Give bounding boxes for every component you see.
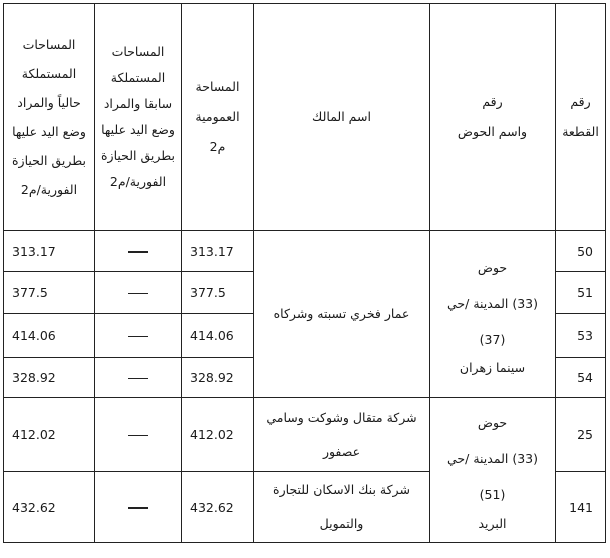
current-area-cell: 414.06 [4,314,95,358]
land-parcels-table [3,3,606,543]
total-area-cell: 313.17 [182,231,254,272]
total-area-cell: 412.02 [182,398,254,472]
basin-cell: حوض (33) المدينة /حي (37) سينما زهران [430,231,556,398]
current-area-cell: 432.62 [4,472,95,543]
dash-mark [128,435,148,436]
basin-cell: حوض (33) المدينة /حي (51) البريد [430,398,556,543]
header-area-previously-expropriated: المساحات المستملكة سابقا والمراد وضع اليد عليها بطريق الحيازة الفورية/م2 [95,4,182,231]
previous-area-cell [95,398,182,472]
dash-mark [128,378,148,379]
header-area-currently-expropriated: المساحات المستملكة حالياً والمراد وضع اليد عليها بطريق الحيازة الفورية/م2 [4,4,95,231]
previous-area-cell [95,272,182,314]
dash-mark [128,507,148,508]
plot-number-cell: 141 [556,472,606,543]
dash-mark [128,336,148,337]
header-total-area: المساحة العمومية م2 [182,4,254,231]
owner-name-cell: عمار فخري تسبته وشركاه [254,231,430,398]
current-area-cell: 313.17 [4,231,95,272]
land-table-container [3,3,605,553]
table-row [4,231,606,272]
previous-area-cell [95,358,182,398]
dash-mark [128,251,148,252]
plot-number-cell: 50 [556,231,606,272]
header-basin: رقم واسم الحوض [430,4,556,231]
total-area-cell: 328.92 [182,358,254,398]
total-area-cell: 432.62 [182,472,254,543]
previous-area-cell [95,231,182,272]
current-area-cell: 377.5 [4,272,95,314]
header-plot-number: رقم القطعة [556,4,606,231]
header-row [4,4,606,231]
table-row [4,398,606,472]
current-area-cell: 328.92 [4,358,95,398]
header-owner-name: اسم المالك [254,4,430,231]
owner-name-cell: شركة بنك الاسكان للتجارة والتمويل [254,472,430,543]
previous-area-cell [95,472,182,543]
plot-number-cell: 25 [556,398,606,472]
plot-number-cell: 51 [556,272,606,314]
previous-area-cell [95,314,182,358]
current-area-cell: 412.02 [4,398,95,472]
total-area-cell: 377.5 [182,272,254,314]
dash-mark [128,293,148,294]
plot-number-cell: 54 [556,358,606,398]
total-area-cell: 414.06 [182,314,254,358]
owner-name-cell: شركة متقال وشوكت وسامي عصفور [254,398,430,472]
plot-number-cell: 53 [556,314,606,358]
